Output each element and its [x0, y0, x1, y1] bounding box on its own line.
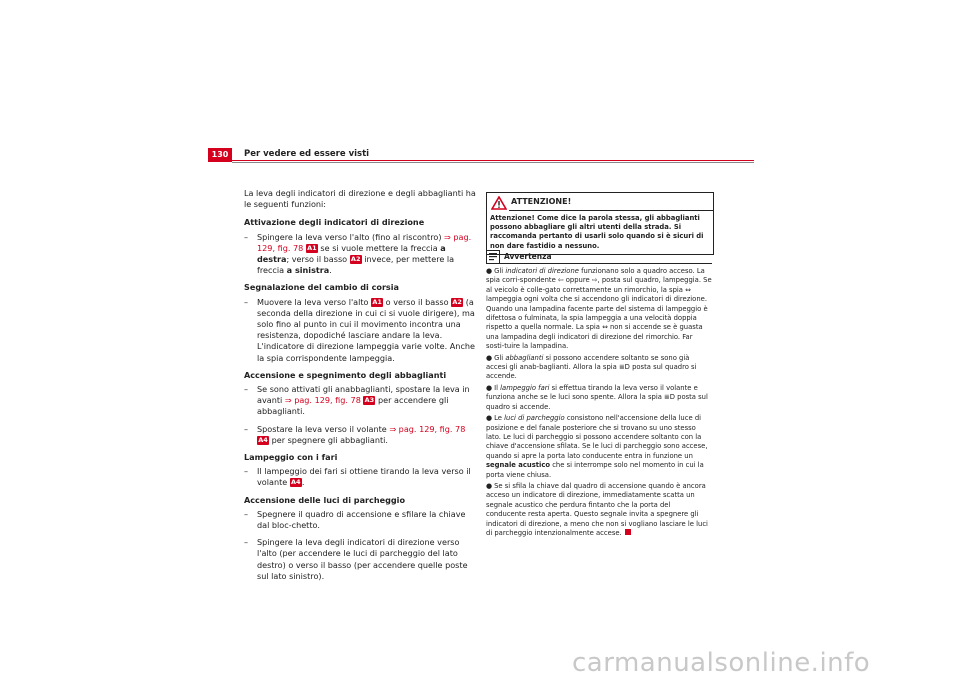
intro-text: La leva degli indicatori di direzione e degli abbaglianti ha le seguenti funzioni:	[244, 188, 476, 210]
note-title: Avvertenza	[504, 252, 552, 261]
heading-indicators: Attivazione degli indicatori di direzione	[244, 217, 425, 228]
page-reference-link[interactable]: ⇒ pag. 129, fig. 78	[257, 231, 472, 253]
note-bullet: ● Le luci di parcheggio consistono nell'accensione della luce di posizione e del fanale posteriore che si trovano su uno stesso lato. Le luci di parcheggio si possono accendere soltanto con la chiave d'accensione sfilata. Se le luci di parcheggio sono accese, quando si apre la porta lato conducente entra in funzione un segnale acustico che si interrompe solo nel momento in cui la porta viene chiusa.	[486, 414, 708, 479]
callout-badge: A2	[350, 255, 361, 264]
callout-badge: A4	[291, 478, 301, 487]
note-bullet: ● Il lampeggio fari si effettua tirando la leva verso il volante e funziona anche se le luci sono spente. Allora la spia ≣D posta sul quadro si accende.	[486, 383, 708, 411]
list-item: – Spingere la leva verso l'alto (fino al riscontro) ⇒ pag. 129, fig. 78 A1 se si vuole mettere la freccia a destra; verso il basso A2 invece, per mettere la freccia a sinistra.	[244, 231, 472, 276]
heading-high-beam: Accensione e spegnimento degli abbaglianti	[244, 369, 447, 380]
section-title: Per vedere ed essere visti	[244, 149, 370, 159]
watermark: carmanualsonline.info	[572, 648, 871, 678]
end-of-section-mark	[625, 529, 631, 535]
list-item: – Spostare la leva verso il volante ⇒ pag. 129, fig. 78 A4 per spegnere gli abbaglianti.	[244, 423, 466, 445]
note-section	[486, 250, 712, 540]
note-bullet: ● Se si sfila la chiave dal quadro di accensione quando è ancora acceso un indicatore di direzione, immediatamente scatta un segnale acustico che perdura fintanto che la porta del conducente resta aperta. Questo segnale invita a spegnere gli indicatori di direzione, a meno che non si vogliano lasciare le luci di parcheggio intenzionalmente accese.	[486, 481, 708, 537]
warning-title: ATTENZIONE!	[511, 197, 572, 206]
callout-badge: A4	[258, 435, 268, 444]
page-reference-link[interactable]: ⇒ pag. 129, fig. 78	[284, 395, 361, 406]
callout-badge: A3	[364, 396, 375, 405]
warning-box	[486, 192, 714, 255]
page-number: 130	[208, 148, 232, 162]
heading-flash: Lampeggio con i fari	[244, 452, 338, 463]
callout-badge: A1	[372, 297, 382, 306]
warning-triangle-icon	[491, 195, 507, 214]
warning-text: Attenzione! Come dice la parola stessa, gli abbaglianti possono abbagliare gli altri utenti della strada. Si raccomanda pertanto di usarli solo quando si è sicuri di non dare fastidio a nessuno.	[490, 214, 704, 250]
list-item: – Spingere la leva degli indicatori di direzione verso l'alto (per accendere le luci di parcheggio del lato destro) o verso il basso (per accendere quelle poste sul lato sinistro).	[244, 537, 468, 581]
note-separator	[500, 263, 712, 264]
list-item: – Se sono attivati gli anabbaglianti, spostare la leva in avanti ⇒ pag. 129, fig. 78 A3 per accendere gli abbaglianti.	[244, 384, 470, 417]
heading-lane-change: Segnalazione del cambio di corsia	[244, 282, 399, 293]
callout-badge: A1	[307, 243, 317, 252]
note-bullet: ● Gli indicatori di direzione funzionano solo a quadro acceso. La spia corri-spondente ⇦ oppure ⇨, posta sul quadro, lampeggia. Se al veicolo è colle-gato correttamente un rimorchio, la spia ⇔ lampeggia ogni volta che si accendono gli indicatori di direzione. Quando una lampadina facente parte del sistema di lampeggio è difettosa o fulminata, la spia lampeggia a una velocità doppia rispetto a quella normale. La spia ⇔ non si accende se è guasta una lampadina degli indicatori di direzione del rimorchio. Far sosti-tuire la lampadina.	[486, 267, 712, 351]
heading-parking-lights: Accensione delle luci di parcheggio	[244, 494, 406, 505]
page-reference-link[interactable]: ⇒ pag. 129, fig. 78	[389, 423, 466, 434]
list-item: – Muovere la leva verso l'alto A1 o verso il basso A2 (a seconda della direzione in cui ci si vuole dirigere), ma solo fino al punto in cui il movimento incontra una resistenza, dopodiché lasciare andare la leva. L'indicatore di direzione lampeggia varie volte. Anche la spia corrispondente lampeggia.	[244, 296, 476, 363]
main-column	[244, 188, 476, 588]
header-rule-thin	[232, 162, 754, 163]
list-item: – Spegnere il quadro di accensione e sfilare la chiave dal bloc-chetto.	[244, 508, 466, 531]
header-rule	[208, 160, 754, 161]
note-icon	[486, 250, 500, 264]
note-bullet: ● Gli abbaglianti si possono accendere soltanto se sono già accesi gli anab-baglianti. Allora la spia ≣D posta sul quadro si accende.	[486, 353, 697, 381]
callout-badge: A2	[452, 297, 462, 306]
list-item: – Il lampeggio dei fari si ottiene tirando la leva verso il volante A4.	[244, 466, 471, 488]
